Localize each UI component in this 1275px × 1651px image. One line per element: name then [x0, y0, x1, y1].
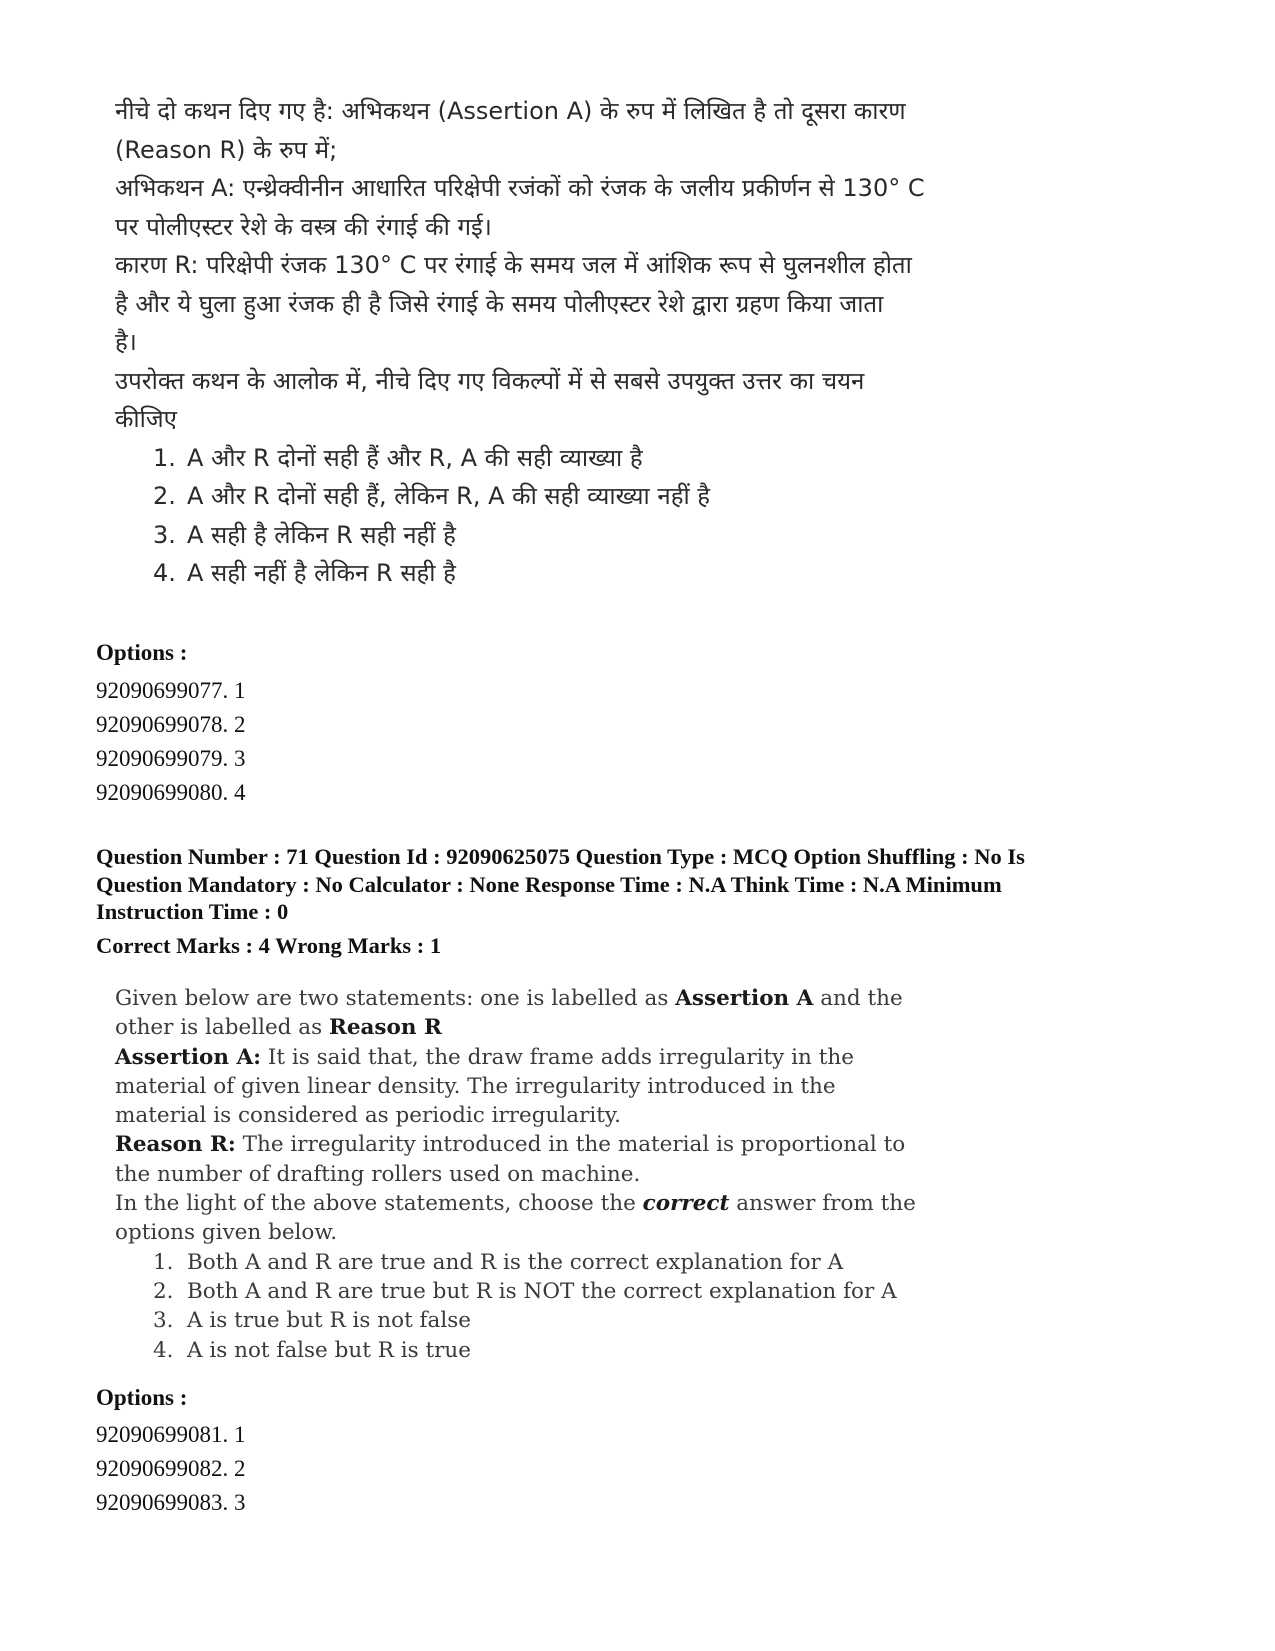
hindi-assertion-line-2: पर पोलीएस्टर रेशे के वस्त्र की रंगाई की गई। [115, 212, 492, 241]
hindi-choice: 2. A और R दोनों सही हैं, लेकिन R, A की सही व्याख्या नहीं है [153, 482, 711, 510]
question-meta-line: Question Number : 71 Question Id : 92090625075 Question Type : MCQ Option Shuffling : No Is [96, 844, 1025, 869]
english-question-image [115, 984, 945, 1365]
english-choice: 4. A is not false but R is true [153, 1337, 471, 1363]
hindi-instruction-line-1: उपरोक्त कथन के आलोक में, नीचे दिए गए विकल्पों में से सबसे उपयुक्त उत्तर का चयन [115, 366, 865, 395]
english-reason-line-1: Reason R: The irregularity introduced in the material is proportional to [115, 1132, 906, 1158]
hindi-intro-line-2: (Reason R) के रुप में; [115, 135, 338, 164]
hindi-question-image [115, 92, 935, 593]
english-reason-line-2: the number of drafting rollers used on machine. [115, 1161, 641, 1187]
english-instruction-line-2: options given below. [115, 1220, 338, 1246]
question-meta-line: Question Mandatory : No Calculator : None Response Time : N.A Think Time : N.A Minimum [96, 871, 1002, 897]
option-item: 92090699083. 3 [96, 1490, 246, 1515]
hindi-choice: 3. A सही है लेकिन R सही नहीं है [153, 520, 456, 549]
english-choice: 3. A is true but R is not false [153, 1308, 471, 1334]
options-list [96, 1418, 246, 1520]
option-item: 92090699079. 3 [96, 746, 246, 771]
option-item: 92090699082. 2 [96, 1456, 246, 1481]
hindi-assertion-line-1: अभिकथन A: एन्थ्रेक्वीनीन आधारित परिक्षेपी रजंकों को रंजक के जलीय प्रकीर्णन से 130° C [115, 174, 925, 202]
options-list [96, 674, 246, 810]
english-assertion-line-1: Assertion A: It is said that, the draw frame adds irregularity in the [115, 1044, 854, 1070]
option-item: 92090699080. 4 [96, 780, 246, 805]
hindi-intro-line-1: नीचे दो कथन दिए गए है: अभिकथन (Assertion A) के रुप में लिखित है तो दूसरा कारण [115, 97, 906, 125]
english-assertion-line-2: material of given linear density. The irregularity introduced in the [115, 1073, 836, 1099]
hindi-instruction-line-2: कीजिए [115, 405, 177, 433]
english-intro-line-1: Given below are two statements: one is labelled as Assertion A and the [115, 986, 903, 1011]
question-meta-line: Instruction Time : 0 [96, 899, 289, 924]
marks-line: Correct Marks : 4 Wrong Marks : 1 [96, 933, 442, 958]
hindi-choice: 4. A सही नहीं है लेकिन R सही है [153, 559, 456, 587]
option-item: 92090699081. 1 [96, 1422, 246, 1447]
hindi-reason-line-3: है। [115, 328, 137, 356]
option-item: 92090699077. 1 [96, 678, 246, 703]
hindi-choice-list [115, 439, 935, 593]
hindi-choice: 1. A और R दोनों सही हैं और R, A की सही व्याख्या है [153, 443, 643, 472]
option-item: 92090699078. 2 [96, 712, 246, 737]
english-choice: 2. Both A and R are true but R is NOT the correct explanation for A [153, 1278, 897, 1304]
hindi-reason-line-2: है और ये घुला हुआ रंजक ही है जिसे रंगाई के समय पोलीएस्टर रेशे द्वारा ग्रहण किया जाता [115, 289, 884, 318]
english-instruction-line-1: In the light of the above statements, choose the correct answer from the [115, 1191, 916, 1217]
english-intro-line-2: other is labelled as Reason R [115, 1015, 442, 1041]
english-assertion-line-3: material is considered as periodic irregularity. [115, 1103, 621, 1129]
question-meta [96, 843, 1206, 926]
hindi-reason-line-1: कारण R: परिक्षेपी रंजक 130° C पर रंगाई के समय जल में आंशिक रूप से घुलनशील होता [115, 251, 912, 279]
options-heading: Options : [96, 640, 188, 665]
english-choice-list [115, 1248, 945, 1365]
english-choice: 1. Both A and R are true and R is the correct explanation for A [153, 1249, 844, 1275]
options-heading: Options : [96, 1385, 188, 1410]
